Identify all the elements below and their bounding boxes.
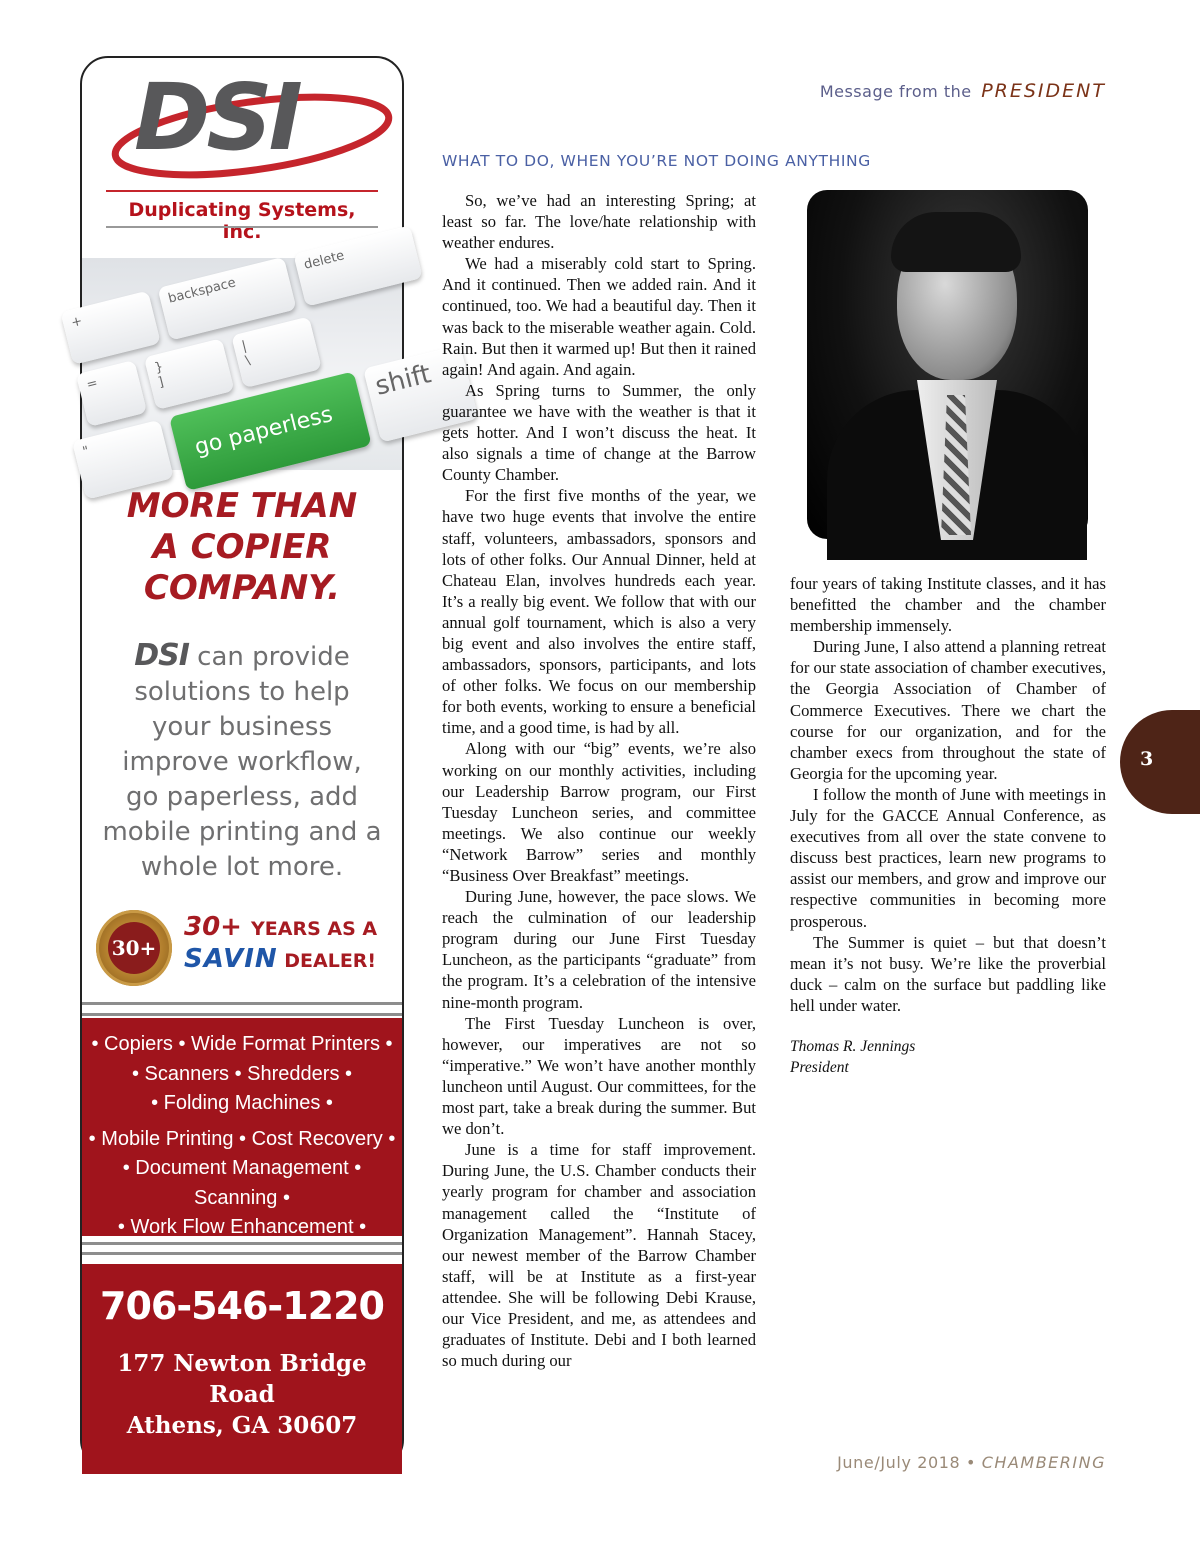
article-title: WHAT TO DO, WHEN YOU’RE NOT DOING ANYTHING (442, 152, 871, 170)
service-line: • Work Flow Enhancement • (117, 1216, 367, 1238)
service-line: • Scanners • Shredders • (132, 1062, 352, 1085)
article-column-right (790, 573, 1106, 1078)
article-paragraph: June is a time for staff improvement. During June, the U.S. Chamber conducts their yearly program for chamber and association management called the “Institute of Organization Management”. Hannah Stacey, our newest member of the Barrow Chamber staff, will be at Institute as a first-year attendee. She will be following Debi Krause, our Vice President, and me, as attendees and graduates of Institute. Debi and I both learned so much during our (442, 1140, 756, 1371)
section-label (820, 80, 1106, 102)
ad-headline (82, 486, 402, 609)
footer-publication: CHAMBERING (981, 1453, 1106, 1472)
dsi-logo-text: DSI (134, 64, 299, 171)
article-paragraph: As Spring turns to Summer, the only guarantee we have with the weather is that it gets hotter. And I won’t discuss the heat. It also signals a time of change at the Barrow County Chamber. (442, 380, 756, 485)
keyboard-image (69, 248, 435, 470)
pitch-line: whole lot more. (140, 852, 344, 882)
keyboard-key-backspace: backspace (157, 257, 296, 341)
service-line: • Copiers • Wide Format Printers • (91, 1033, 393, 1055)
phone-number: 706-546-1220 (100, 1284, 384, 1328)
years-as-dealer (184, 912, 398, 974)
article-paragraph: So, we’ve had an interesting Spring; at least so far. The love/hate relationship with weather endures. (442, 191, 756, 253)
savin-logo: SAVIN (184, 944, 278, 974)
keyboard-key: | \ (231, 316, 322, 388)
pitch-line: improve workflow, (122, 747, 362, 777)
years-text: YEARS AS A (251, 918, 378, 940)
page-number: 3 (1140, 748, 1154, 770)
keyboard-key: " (72, 420, 174, 500)
article-paragraph: four years of taking Institute classes, and it has benefitted the chamber and the chamber membership immensely. (790, 574, 1106, 636)
page-tab (1120, 710, 1200, 814)
pitch-line: mobile printing and a (102, 817, 382, 847)
seal-text: 30+ (108, 922, 160, 974)
dealer-text: DEALER! (284, 950, 377, 972)
address-line: 177 Newton Bridge Road (117, 1350, 367, 1408)
article-paragraph: During June, I also attend a planning retreat for our state association of chamber executives, the Georgia Association of Chamber of Commerce Executives. There we chart the course for our organization, and for the chamber execs from throughout the state of Georgia for the upcoming year. (790, 637, 1106, 783)
pitch-line: your business (151, 712, 333, 742)
headline-line: COMPANY. (143, 568, 341, 608)
dsi-inline-logo: DSI (134, 638, 189, 673)
dsi-advertisement (69, 56, 435, 1468)
section-name: PRESIDENT (981, 80, 1106, 102)
president-portrait (807, 190, 1088, 539)
footer-separator: • (966, 1453, 977, 1472)
services-list (86, 1030, 398, 1243)
go-paperless-key: go paperless (169, 371, 372, 491)
keyboard-key: } ] (144, 338, 235, 410)
article-column-left (442, 190, 756, 1371)
service-line: • Document Management • Scanning • (122, 1157, 362, 1209)
article-paragraph: The First Tuesday Luncheon is over, however, our imperatives are not so “imperative.” We won’t have another monthly luncheon until August. Our committees, for the most part, take a break during the summer. But we don’t. (442, 1013, 756, 1139)
years-number: 30+ (184, 912, 242, 942)
address-line: Athens, GA 30607 (126, 1412, 358, 1439)
article-paragraph: We had a miserably cold start to Spring. And it continued. Then we added rain. And it continued, too. We had a beautiful day. Then it was back to the miserable weather again. Cold. Rain. But then it warmed up! But then it rained again! And again. And again. (442, 254, 756, 379)
service-line: • Folding Machines • (151, 1092, 333, 1114)
keyboard-key: = (76, 360, 147, 427)
article-paragraph: Along with our “big” events, we’re also working on our monthly activities, including our Leadership Barrow program, our First Tuesday Luncheon series, and committee meetings. We also continue our weekly “Network Barrow” series and monthly “Business Over Breakfast” meetings. (442, 739, 756, 885)
page-footer (837, 1453, 1106, 1472)
company-name: Duplicating Systems, Inc. (128, 199, 356, 243)
article-paragraph: I follow the month of June with meetings in July for the GACCE Annual Conference, as executives from all over the state convene to discuss best practices, learn new programs to assist our members, and grow and improve our respective communities in becoming more prosperous. (790, 784, 1106, 931)
signature-name: Thomas R. Jennings (790, 1037, 916, 1055)
signature-title: President (790, 1059, 849, 1077)
signature (790, 1036, 1106, 1078)
article-paragraph: The Summer is quiet – but that doesn’t mean it’s not busy. We’re like the proverbial duck – calm on the surface but paddling like hell under water. (790, 932, 1106, 1015)
pitch-line: solutions to help (134, 677, 350, 707)
pitch-lead: can provide (197, 642, 350, 672)
headline-line: MORE THAN (126, 486, 358, 526)
article-paragraph: During June, however, the pace slows. We reach the culmination of our leadership program during our June First Tuesday Luncheon, as the participants “graduate” from the program. It’s a celebration of the intensive nine-month program. (442, 887, 756, 1012)
section-prefix: Message from the (819, 82, 972, 101)
headline-line: A COPIER (152, 527, 332, 567)
keyboard-key: + (60, 291, 160, 365)
keyboard-key-shift: shift (363, 345, 478, 443)
article-paragraph: For the first five months of the year, we have two huge events that involve the entire staff, volunteers, ambassadors, sponsors and lots of other folks. Our Annual Dinner, held at Chateau Elan, involves hundreds each year. It’s a really big event. We follow that with our annual golf tournament, which is also a very big event and also involves the entire staff, ambassadors, sponsors, participants, and lots of other folks. We focus on our membership for both events, working to ensure a beneficial time, and a good time, is had by all. (442, 486, 756, 738)
pitch-line: go paperless, add (125, 782, 359, 812)
anniversary-seal-icon (96, 910, 172, 986)
footer-issue: June/July 2018 (837, 1453, 961, 1472)
street-address (82, 1348, 402, 1441)
service-line: • Mobile Printing • Cost Recovery • (88, 1127, 396, 1150)
ad-pitch (96, 638, 388, 885)
keyboard-key-delete: delete (293, 225, 422, 306)
